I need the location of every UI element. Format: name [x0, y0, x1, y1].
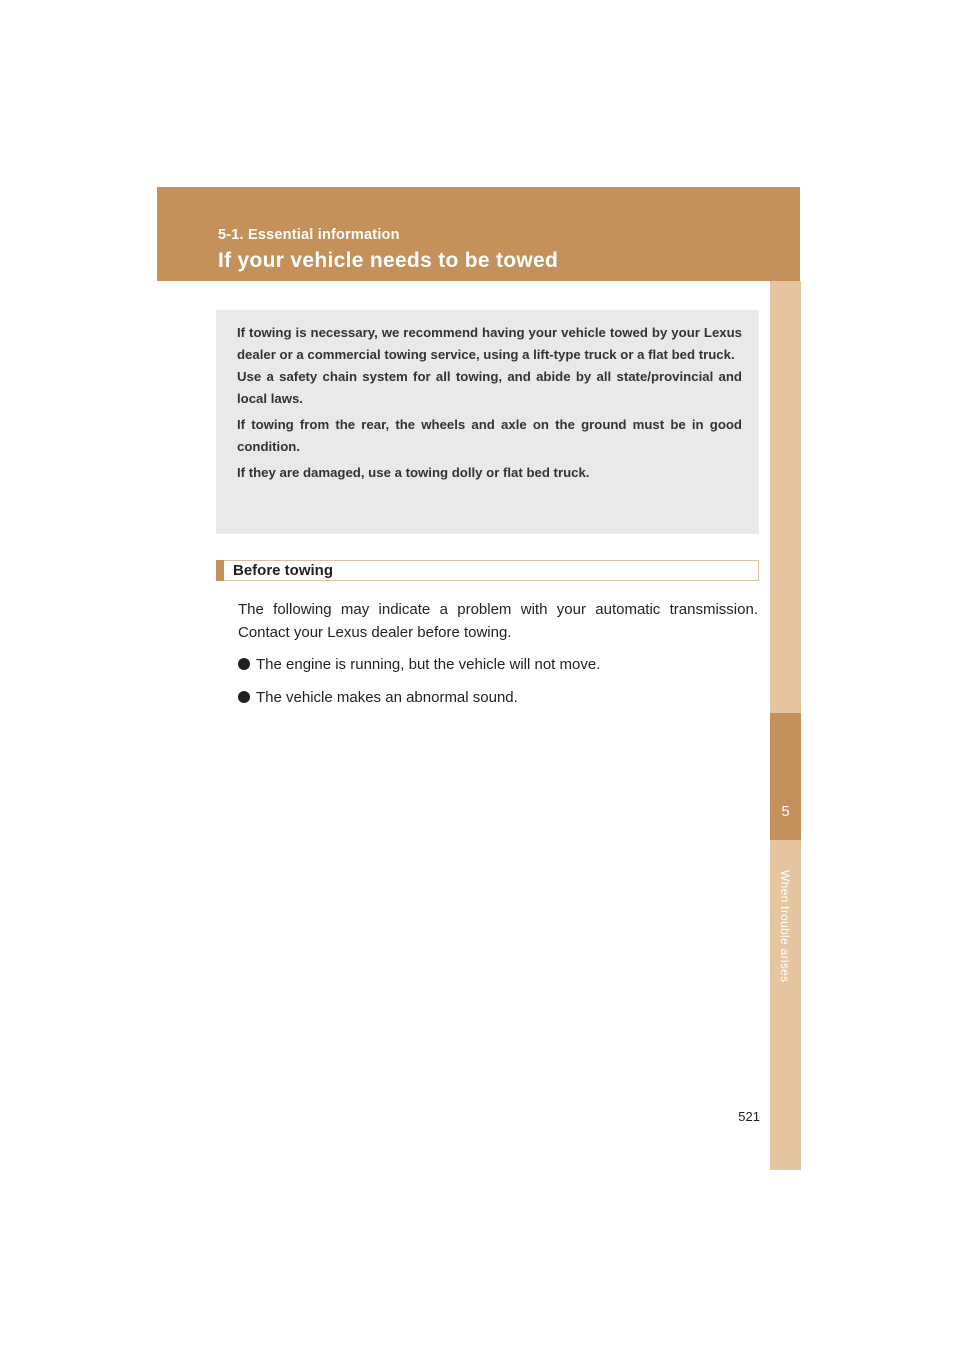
list-item — [238, 686, 518, 709]
info-paragraph: If towing is necessary, we recommend having your vehicle towed by your Lexus dealer or a commercial towing service, using a lift-type truck or a flat bed truck. — [237, 325, 742, 362]
heading-text: Before towing — [233, 562, 333, 579]
chapter-title: When trouble arises — [778, 870, 792, 983]
heading-accent-bar — [216, 560, 224, 581]
bullet-icon — [238, 658, 250, 670]
chapter-number: 5 — [781, 803, 790, 820]
section-label: 5-1. Essential information — [218, 227, 400, 243]
chapter-tab[interactable] — [770, 713, 801, 840]
before-towing-intro: The following may indicate a problem with your automatic transmission. Contact your Lexus dealer before towing. — [238, 601, 758, 641]
list-item-text: The vehicle makes an abnormal sound. — [256, 689, 518, 706]
info-text — [237, 322, 742, 484]
info-paragraph: If towing from the rear, the wheels and axle on the ground must be in good condition. — [237, 417, 742, 454]
bullet-icon — [238, 691, 250, 703]
before-towing-heading — [224, 560, 759, 581]
header-band — [157, 187, 800, 281]
page-title: If your vehicle needs to be towed — [218, 249, 559, 272]
info-box — [216, 310, 759, 534]
page-number: 521 — [738, 1109, 760, 1124]
info-paragraph: If they are damaged, use a towing dolly or flat bed truck. — [237, 465, 590, 480]
list-item — [238, 653, 600, 676]
list-item-text: The engine is running, but the vehicle will not move. — [256, 656, 601, 673]
info-paragraph: Use a safety chain system for all towing, and abide by all state/provincial and local laws. — [237, 369, 742, 406]
